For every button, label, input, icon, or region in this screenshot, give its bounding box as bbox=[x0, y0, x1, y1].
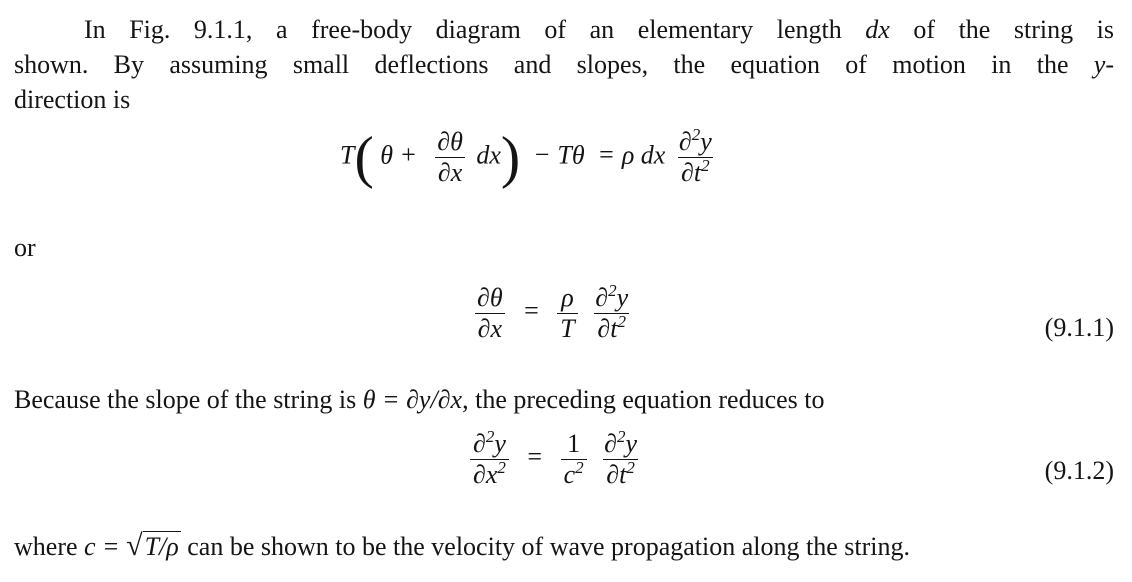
fraction-1-c2: $\frac{1}{c^2}$ bbox=[561, 430, 587, 489]
paragraph-1-line-3: direction is bbox=[14, 85, 131, 114]
fraction-d2y-dt2: $\frac{\partial^2y}{\partial t^2}$ bbox=[678, 125, 712, 187]
left-paren: ( bbox=[354, 124, 374, 190]
sqrt-radicand: T/ρ bbox=[144, 532, 179, 561]
equation-number-9-1-1: (9.1.1) bbox=[1044, 313, 1114, 342]
paragraph-3: where c = √T/ρ can be shown to be the velocity of wave propagation along the string. bbox=[14, 529, 910, 562]
word-or: or bbox=[14, 233, 36, 262]
right-paren: ) bbox=[500, 124, 521, 190]
var-y: y bbox=[1093, 50, 1106, 79]
equation-motion: T( θ + $\frac{\partial\theta}{\partial x}$ dx) − Tθ = ρ dx $\frac{\partial^2y}{\partial t^2}$ bbox=[340, 128, 719, 187]
fraction-dtheta-dx: $\frac{\partial\theta}{\partial x}$ bbox=[474, 284, 506, 343]
paragraph-1-line-2: shown. By assuming small deflections and slopes, the equation of motion in the y- bbox=[14, 50, 1114, 79]
paragraph-1-line-1: In Fig. 9.1.1, a free-body diagram of an elementary length dx of the string is bbox=[84, 15, 1114, 44]
equation-9-1-2: $\frac{\partial^2y}{\partial x^2}$ = $\frac{1}{c^2}$ $\frac{\partial^2y}{\partial t^2}$ bbox=[466, 430, 644, 489]
slope-expression: θ = ∂y/∂x bbox=[362, 385, 463, 414]
equation-number-9-1-2: (9.1.2) bbox=[1044, 456, 1114, 485]
var-dx: dx bbox=[865, 15, 890, 44]
equation-9-1-1: $\frac{\partial\theta}{\partial x}$ = $\frac{\rho}{T}$ $\frac{\partial^2y}{\partial t^2}$ bbox=[470, 284, 635, 343]
sqrt-symbol: √ bbox=[126, 529, 143, 562]
fraction-dtheta-dx: $\frac{\partial\theta}{\partial x}$ bbox=[434, 128, 466, 187]
fraction-d2y-dx2: $\frac{\partial^2y}{\partial x^2}$ bbox=[470, 430, 509, 489]
fraction-rho-T: $\frac{\rho}{T}$ bbox=[557, 284, 577, 343]
paragraph-2: Because the slope of the string is θ = ∂y/∂x, the preceding equation reduces to bbox=[14, 385, 825, 414]
fraction-d2y-dt2: $\frac{\partial^2y}{\partial t^2}$ bbox=[595, 281, 629, 343]
fraction-d2y-dt2: $\frac{\partial^2y}{\partial t^2}$ bbox=[604, 427, 638, 489]
